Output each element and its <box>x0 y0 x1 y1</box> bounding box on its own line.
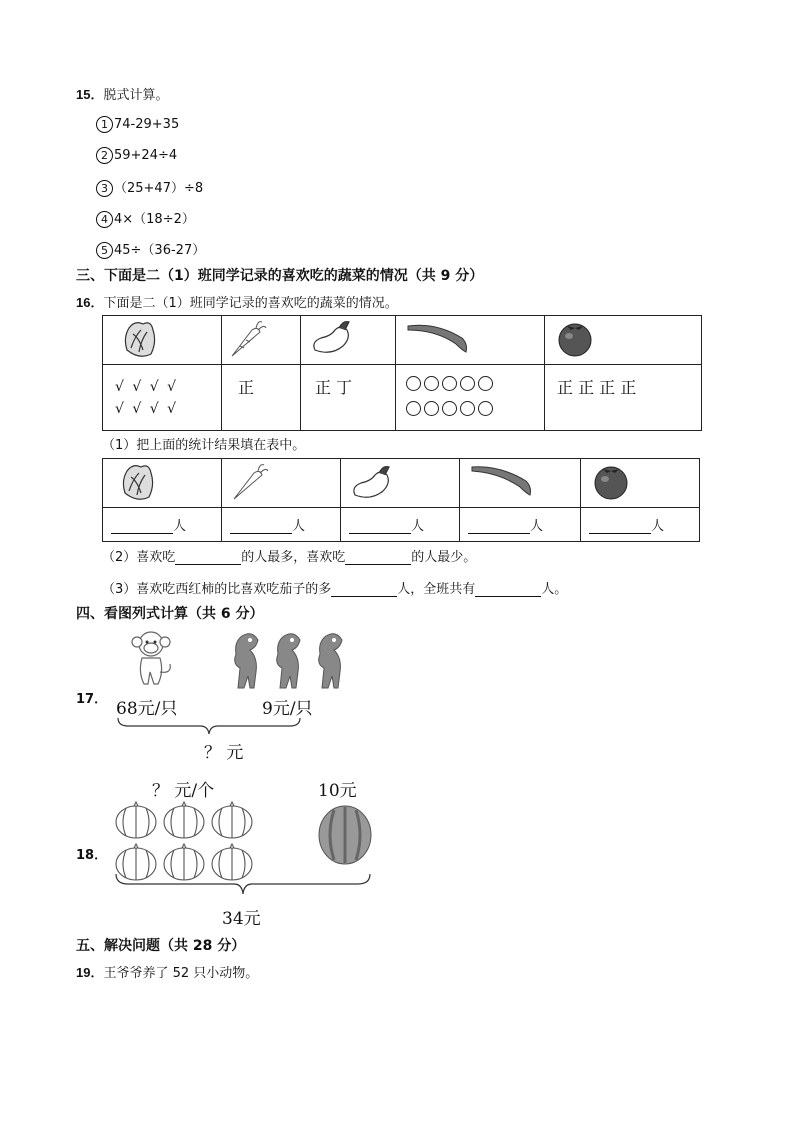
tally-table <box>102 315 702 431</box>
fill-answer-carrot[interactable] <box>222 508 341 542</box>
q15-item-4 <box>96 208 195 228</box>
fill-cell-eggplant <box>341 459 460 508</box>
q15-item-5-expr: 45÷（36-27） <box>114 243 206 258</box>
tally-cell-eggplant <box>301 316 396 365</box>
tomato-icon <box>545 316 701 360</box>
tally-eggplant-marks: 正 丁 <box>315 378 353 397</box>
tally-carrot-marks: 正 <box>238 378 255 397</box>
tally-cell-tomato <box>545 316 702 365</box>
tally-eggplant <box>301 365 396 431</box>
tally-cell-carrot <box>222 316 301 365</box>
dinosaur-icons <box>228 628 358 690</box>
q15-item-3-expr: （25+47）÷8 <box>114 181 204 196</box>
q15-item-3 <box>96 177 203 197</box>
q16-number: 16． <box>76 295 104 310</box>
tally-carrot <box>222 365 301 431</box>
q16-sub2-text-a: （2）喜欢吃 <box>102 550 176 565</box>
q16-sub2-blank-most[interactable] <box>175 550 241 565</box>
q16-sub2-blank-least[interactable] <box>345 550 411 565</box>
q15-item-5-mark: 5 <box>96 242 113 259</box>
q16-sub3-blank-diff[interactable] <box>331 582 397 597</box>
q15-item-2-mark: 2 <box>96 147 113 164</box>
tally-checks <box>103 365 222 431</box>
watermelon-icon <box>316 804 374 866</box>
q16-sub3-text-b: 人，全班共有 <box>397 582 476 597</box>
fill-answer-cabbage[interactable] <box>103 508 222 542</box>
section5-title: 五、解决问题（共 28 分） <box>76 938 246 954</box>
tally-cell-cabbage <box>103 316 222 365</box>
monkey-icon <box>128 628 174 690</box>
q16-heading <box>76 292 398 311</box>
fill-cell-carrot <box>222 459 341 508</box>
unit-label: 人 <box>530 519 544 534</box>
tally-tomato-marks: 正 正 正 正 <box>557 378 637 397</box>
q15-title: 脱式计算。 <box>103 88 169 103</box>
q15-item-4-mark: 4 <box>96 211 113 228</box>
q15-item-2 <box>96 147 177 164</box>
q16-sub3-text-c: 人。 <box>541 582 568 597</box>
ring-row-1 <box>406 376 544 395</box>
q18-number: 18． <box>76 848 108 863</box>
q16-sub3-blank-total[interactable] <box>475 582 541 597</box>
q18-pumpkin-price: ？ 元/个 <box>152 781 215 801</box>
fill-table <box>102 458 700 542</box>
q16-sub3 <box>102 578 567 597</box>
checks-row-1: √ √ √ √ <box>115 378 179 395</box>
q19-heading <box>76 962 258 981</box>
q16-sub1: （1）把上面的统计结果填在表中。 <box>102 438 306 453</box>
q15-item-5 <box>96 239 205 259</box>
q17-question: ？ 元 <box>204 743 244 763</box>
q15-item-2-expr: 59+24÷4 <box>114 148 178 163</box>
q15-item-1 <box>96 116 179 133</box>
q15-item-1-expr: 74-29+35 <box>114 117 180 132</box>
q19-number: 19． <box>76 965 104 980</box>
fill-answer-eggplant[interactable] <box>341 508 460 542</box>
q17-number: 17． <box>76 692 108 707</box>
q18-melon-price: 10元 <box>318 781 357 801</box>
fill-cell-tomato <box>581 459 700 508</box>
checks-row-2: √ √ √ √ <box>115 400 179 417</box>
cabbage-icon <box>103 459 221 503</box>
fill-answer-tomato[interactable] <box>581 508 700 542</box>
q15-heading <box>76 84 168 103</box>
q16-sub2-text-b: 的人最多，喜欢吃 <box>241 550 346 565</box>
tally-cell-bean <box>396 316 545 365</box>
section3-title: 三、下面是二（1）班同学记录的喜欢吃的蔬菜的情况（共 9 分） <box>76 268 484 284</box>
fill-answer-bean[interactable] <box>460 508 581 542</box>
q16-sub2-text-c: 的人最少。 <box>411 550 477 565</box>
carrot-icon <box>222 459 340 503</box>
q18-brace <box>114 872 372 898</box>
q17-monkey-price: 68元/只 <box>116 699 178 719</box>
q17-dino-price: 9元/只 <box>262 699 313 719</box>
q17-brace <box>116 716 302 738</box>
long-bean-icon <box>396 316 544 360</box>
q16-sub2 <box>102 546 476 565</box>
q16-sub3-text-a: （3）喜欢吃西红柿的比喜欢吃茄子的多 <box>102 582 332 597</box>
q15-item-4-expr: 4×（18÷2） <box>114 212 195 227</box>
eggplant-icon <box>341 459 459 503</box>
q18-total: 34元 <box>222 909 261 929</box>
fill-cell-bean <box>460 459 581 508</box>
unit-label: 人 <box>292 519 306 534</box>
q15-item-3-mark: 3 <box>96 180 113 197</box>
eggplant-icon <box>301 316 395 360</box>
tally-bean <box>396 365 545 431</box>
long-bean-icon <box>460 459 580 503</box>
unit-label: 人 <box>173 519 187 534</box>
unit-label: 人 <box>651 519 665 534</box>
q19-text: 王爷爷养了 52 只小动物。 <box>103 966 259 981</box>
ring-row-2 <box>406 401 544 420</box>
q16-title: 下面是二（1）班同学记录的喜欢吃的蔬菜的情况。 <box>103 296 398 311</box>
section4-title: 四、看图列式计算（共 6 分） <box>76 606 264 622</box>
fill-cell-cabbage <box>103 459 222 508</box>
q15-number: 15． <box>76 87 104 102</box>
tally-tomato <box>545 365 702 431</box>
unit-label: 人 <box>411 519 425 534</box>
carrot-icon <box>222 316 300 360</box>
cabbage-icon <box>103 316 221 360</box>
q15-item-1-mark: 1 <box>96 116 113 133</box>
tomato-icon <box>581 459 699 503</box>
